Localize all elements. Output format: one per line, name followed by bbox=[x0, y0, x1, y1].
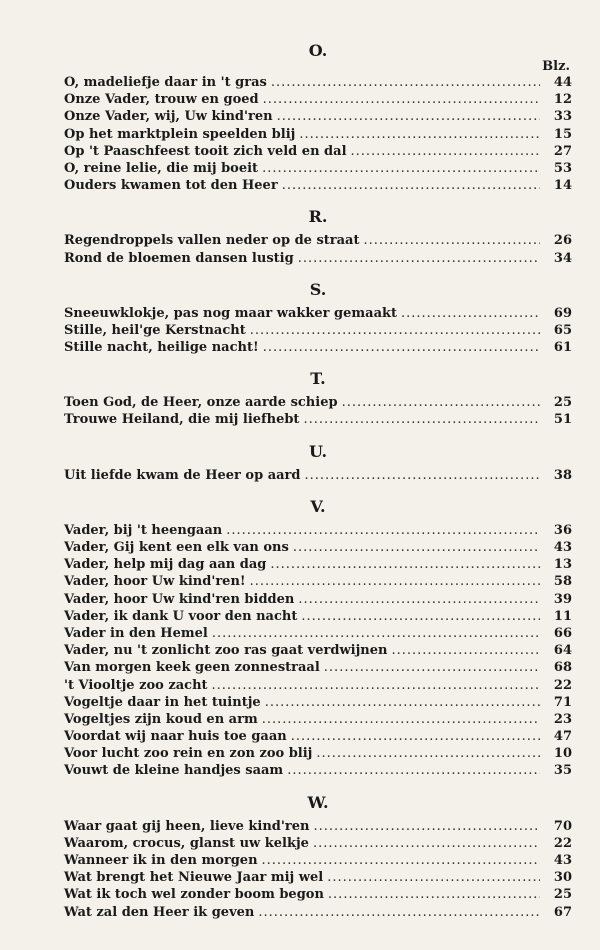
entry-page-number: 71 bbox=[553, 694, 572, 710]
leader-dots bbox=[351, 143, 540, 160]
index-entry bbox=[64, 74, 572, 91]
leader-dots bbox=[391, 642, 540, 659]
entry-title: Vader, hoor Uw kind'ren bidden bbox=[64, 591, 295, 607]
leader-dots bbox=[282, 177, 540, 194]
entry-title: Wanneer ik in den morgen bbox=[64, 853, 258, 868]
index-entry bbox=[64, 728, 572, 745]
leader-dots bbox=[299, 126, 540, 143]
leader-dots bbox=[271, 74, 540, 91]
index-entry bbox=[64, 322, 572, 339]
leader-dots bbox=[262, 711, 540, 728]
index-entry bbox=[64, 762, 572, 779]
index-entry bbox=[64, 835, 572, 852]
leader-dots bbox=[327, 869, 540, 886]
leader-dots bbox=[270, 556, 540, 573]
entry-title: Vogeltjes zijn koud en arm bbox=[64, 711, 258, 727]
index-entry bbox=[64, 305, 572, 322]
entry-page-number: 66 bbox=[553, 625, 572, 641]
entry-title: Vader, bij 't heengaan bbox=[64, 522, 223, 538]
index-entry bbox=[64, 394, 572, 411]
entry-title: Sneeuwklokje, pas nog maar wakker gemaakt bbox=[64, 305, 397, 321]
entry-page-number: 14 bbox=[553, 178, 572, 194]
index-entry bbox=[64, 608, 572, 625]
leader-dots bbox=[262, 852, 540, 869]
section-letter: S. bbox=[309, 279, 327, 299]
index-entry bbox=[64, 904, 572, 921]
entry-page-number: 64 bbox=[553, 643, 572, 659]
index-entry bbox=[64, 250, 572, 267]
entry-page-number: 22 bbox=[553, 835, 572, 851]
leader-dots bbox=[250, 573, 540, 590]
index-entry bbox=[64, 745, 572, 762]
leader-dots bbox=[265, 694, 540, 711]
leader-dots bbox=[277, 108, 540, 125]
entry-title: Stille, heil'ge Kerstnacht bbox=[64, 322, 246, 338]
entry-page-number: 30 bbox=[553, 870, 572, 886]
entry-page-number: 61 bbox=[553, 340, 572, 356]
entry-title: Rond de bloemen dansen lustig bbox=[64, 250, 294, 266]
index-section bbox=[64, 206, 572, 266]
leader-dots bbox=[287, 762, 540, 779]
section-letter: R. bbox=[308, 207, 328, 227]
leader-dots bbox=[291, 728, 540, 745]
section-gap bbox=[0, 267, 600, 279]
section-gap bbox=[0, 356, 600, 368]
index-entry bbox=[64, 869, 572, 886]
index-entry bbox=[64, 625, 572, 642]
entry-page-number: 67 bbox=[553, 904, 572, 920]
entry-page-number: 65 bbox=[553, 322, 572, 338]
section-gap bbox=[0, 484, 600, 496]
entry-page-number: 36 bbox=[553, 522, 572, 538]
entry-title: Onze Vader, wij, Uw kind'ren bbox=[64, 109, 273, 125]
section-letter: T. bbox=[310, 369, 326, 389]
leader-dots bbox=[301, 608, 540, 625]
section-letter: O. bbox=[308, 41, 328, 60]
leader-dots bbox=[212, 625, 540, 642]
entry-page-number: 39 bbox=[553, 591, 572, 607]
entry-title: Vader, ik dank U voor den nacht bbox=[64, 608, 298, 624]
entry-title: 't Viooltje zoo zacht bbox=[64, 677, 208, 693]
index-entry bbox=[64, 91, 572, 108]
leader-dots bbox=[298, 250, 540, 267]
leader-dots bbox=[226, 522, 540, 539]
entry-page-number: 51 bbox=[553, 412, 572, 428]
entry-page-number: 10 bbox=[553, 746, 572, 762]
entry-page-number: 25 bbox=[553, 887, 572, 903]
song-index bbox=[0, 40, 600, 921]
entry-page-number: 15 bbox=[553, 126, 572, 142]
section-letter: W. bbox=[307, 792, 329, 812]
entry-page-number: 38 bbox=[553, 467, 572, 483]
index-entry bbox=[64, 694, 572, 711]
index-entry bbox=[64, 711, 572, 728]
entry-page-number: 53 bbox=[553, 160, 572, 176]
index-section bbox=[64, 368, 572, 428]
entry-page-number: 27 bbox=[553, 143, 572, 159]
entry-title: Op 't Paaschfeest tooit zich veld en dal bbox=[64, 143, 347, 159]
entry-page-number: 33 bbox=[553, 109, 572, 125]
index-section bbox=[64, 40, 572, 194]
entry-page-number: 13 bbox=[553, 557, 572, 573]
leader-dots bbox=[324, 659, 540, 676]
index-entry bbox=[64, 108, 572, 125]
index-entry bbox=[64, 642, 572, 659]
index-section bbox=[64, 441, 572, 484]
leader-dots bbox=[263, 339, 540, 356]
entry-page-number: 12 bbox=[553, 92, 572, 108]
entry-page-number: 69 bbox=[553, 305, 572, 321]
entry-title: Wat brengt het Nieuwe Jaar mij wel bbox=[64, 870, 324, 886]
section-gap bbox=[0, 780, 600, 792]
entry-title: Waar gaat gij heen, lieve kind'ren bbox=[64, 818, 310, 834]
leader-dots bbox=[401, 305, 540, 322]
leader-dots bbox=[293, 539, 540, 556]
entry-title: Vader, hoor Uw kind'ren! bbox=[64, 574, 246, 590]
entry-title: O, madeliefje daar in 't gras bbox=[64, 75, 267, 90]
index-entry bbox=[64, 232, 572, 249]
entry-page-number: 34 bbox=[553, 250, 572, 266]
entry-title: Stille nacht, heilige nacht! bbox=[64, 340, 259, 356]
entry-title: Voor lucht zoo rein en zon zoo blij bbox=[64, 746, 313, 762]
leader-dots bbox=[303, 411, 540, 428]
leader-dots bbox=[258, 904, 540, 921]
leader-dots bbox=[263, 91, 540, 108]
index-section bbox=[64, 496, 572, 780]
index-entry bbox=[64, 522, 572, 539]
section-letter: U. bbox=[308, 441, 328, 461]
entry-title: Ouders kwamen tot den Heer bbox=[64, 178, 278, 194]
leader-dots bbox=[298, 591, 540, 608]
entry-title: Wat ik toch wel zonder boom begon bbox=[64, 887, 324, 903]
leader-dots bbox=[262, 160, 540, 177]
section-gap bbox=[0, 429, 600, 441]
leader-dots bbox=[212, 677, 540, 694]
entry-page-number: 26 bbox=[553, 233, 572, 249]
section-gap bbox=[0, 194, 600, 206]
entry-title: Vogeltje daar in het tuintje bbox=[64, 694, 261, 710]
entry-title: Vouwt de kleine handjes saam bbox=[64, 763, 284, 779]
index-entry bbox=[64, 852, 572, 869]
entry-page-number: 22 bbox=[553, 677, 572, 693]
entry-title: Trouwe Heiland, die mij liefhebt bbox=[64, 412, 300, 428]
entry-title: Van morgen keek geen zonnestraal bbox=[64, 660, 320, 676]
index-entry bbox=[64, 160, 572, 177]
entry-title: Waarom, crocus, glanst uw kelkje bbox=[64, 835, 309, 851]
entry-page-number: 23 bbox=[553, 711, 572, 727]
entry-title: Op het marktplein speelden blij bbox=[64, 126, 296, 142]
index-section bbox=[64, 792, 572, 921]
entry-page-number: 35 bbox=[553, 763, 572, 779]
entry-page-number: 58 bbox=[553, 574, 572, 590]
index-entry bbox=[64, 143, 572, 160]
entry-page-number: 25 bbox=[553, 395, 572, 411]
index-section bbox=[64, 279, 572, 357]
leader-dots bbox=[328, 886, 540, 903]
entry-title: Voordat wij naar huis toe gaan bbox=[64, 729, 287, 745]
index-entry bbox=[64, 591, 572, 608]
index-entry bbox=[64, 126, 572, 143]
leader-dots bbox=[313, 835, 540, 852]
entry-page-number: 68 bbox=[553, 660, 572, 676]
index-entry bbox=[64, 886, 572, 903]
entry-page-number: 43 bbox=[553, 540, 572, 555]
index-entry bbox=[64, 677, 572, 694]
index-entry bbox=[64, 411, 572, 428]
page-column-header: Blz. bbox=[542, 59, 570, 74]
index-entry bbox=[64, 467, 572, 484]
index-entry bbox=[64, 539, 572, 556]
entry-title: Wat zal den Heer ik geven bbox=[64, 904, 255, 920]
leader-dots bbox=[313, 818, 540, 835]
leader-dots bbox=[364, 232, 541, 249]
leader-dots bbox=[342, 394, 540, 411]
index-entry bbox=[64, 177, 572, 194]
entry-title: Regendroppels vallen neder op de straat bbox=[64, 233, 360, 249]
entry-title: Vader, Gij kent een elk van ons bbox=[64, 540, 289, 555]
entry-title: O, reine lelie, die mij boeit bbox=[64, 160, 259, 176]
entry-title: Toen God, de Heer, onze aarde schiep bbox=[64, 395, 338, 411]
index-entry bbox=[64, 339, 572, 356]
entry-page-number: 47 bbox=[553, 729, 572, 745]
leader-dots bbox=[250, 322, 540, 339]
entry-title: Onze Vader, trouw en goed bbox=[64, 92, 259, 108]
entry-page-number: 70 bbox=[553, 818, 572, 834]
entry-title: Vader in den Hemel bbox=[64, 625, 208, 641]
entry-page-number: 11 bbox=[553, 608, 572, 624]
entry-title: Uit liefde kwam de Heer op aard bbox=[64, 467, 301, 483]
entry-title: Vader, nu 't zonlicht zoo ras gaat verdwijnen bbox=[64, 643, 388, 659]
index-entry bbox=[64, 573, 572, 590]
index-entry bbox=[64, 556, 572, 573]
leader-dots bbox=[316, 745, 540, 762]
entry-page-number: 44 bbox=[553, 75, 572, 90]
index-entry bbox=[64, 818, 572, 835]
section-letter: V. bbox=[310, 496, 326, 516]
index-entry bbox=[64, 659, 572, 676]
entry-page-number: 43 bbox=[553, 853, 572, 868]
leader-dots bbox=[305, 467, 541, 484]
entry-title: Vader, help mij dag aan dag bbox=[64, 557, 267, 573]
